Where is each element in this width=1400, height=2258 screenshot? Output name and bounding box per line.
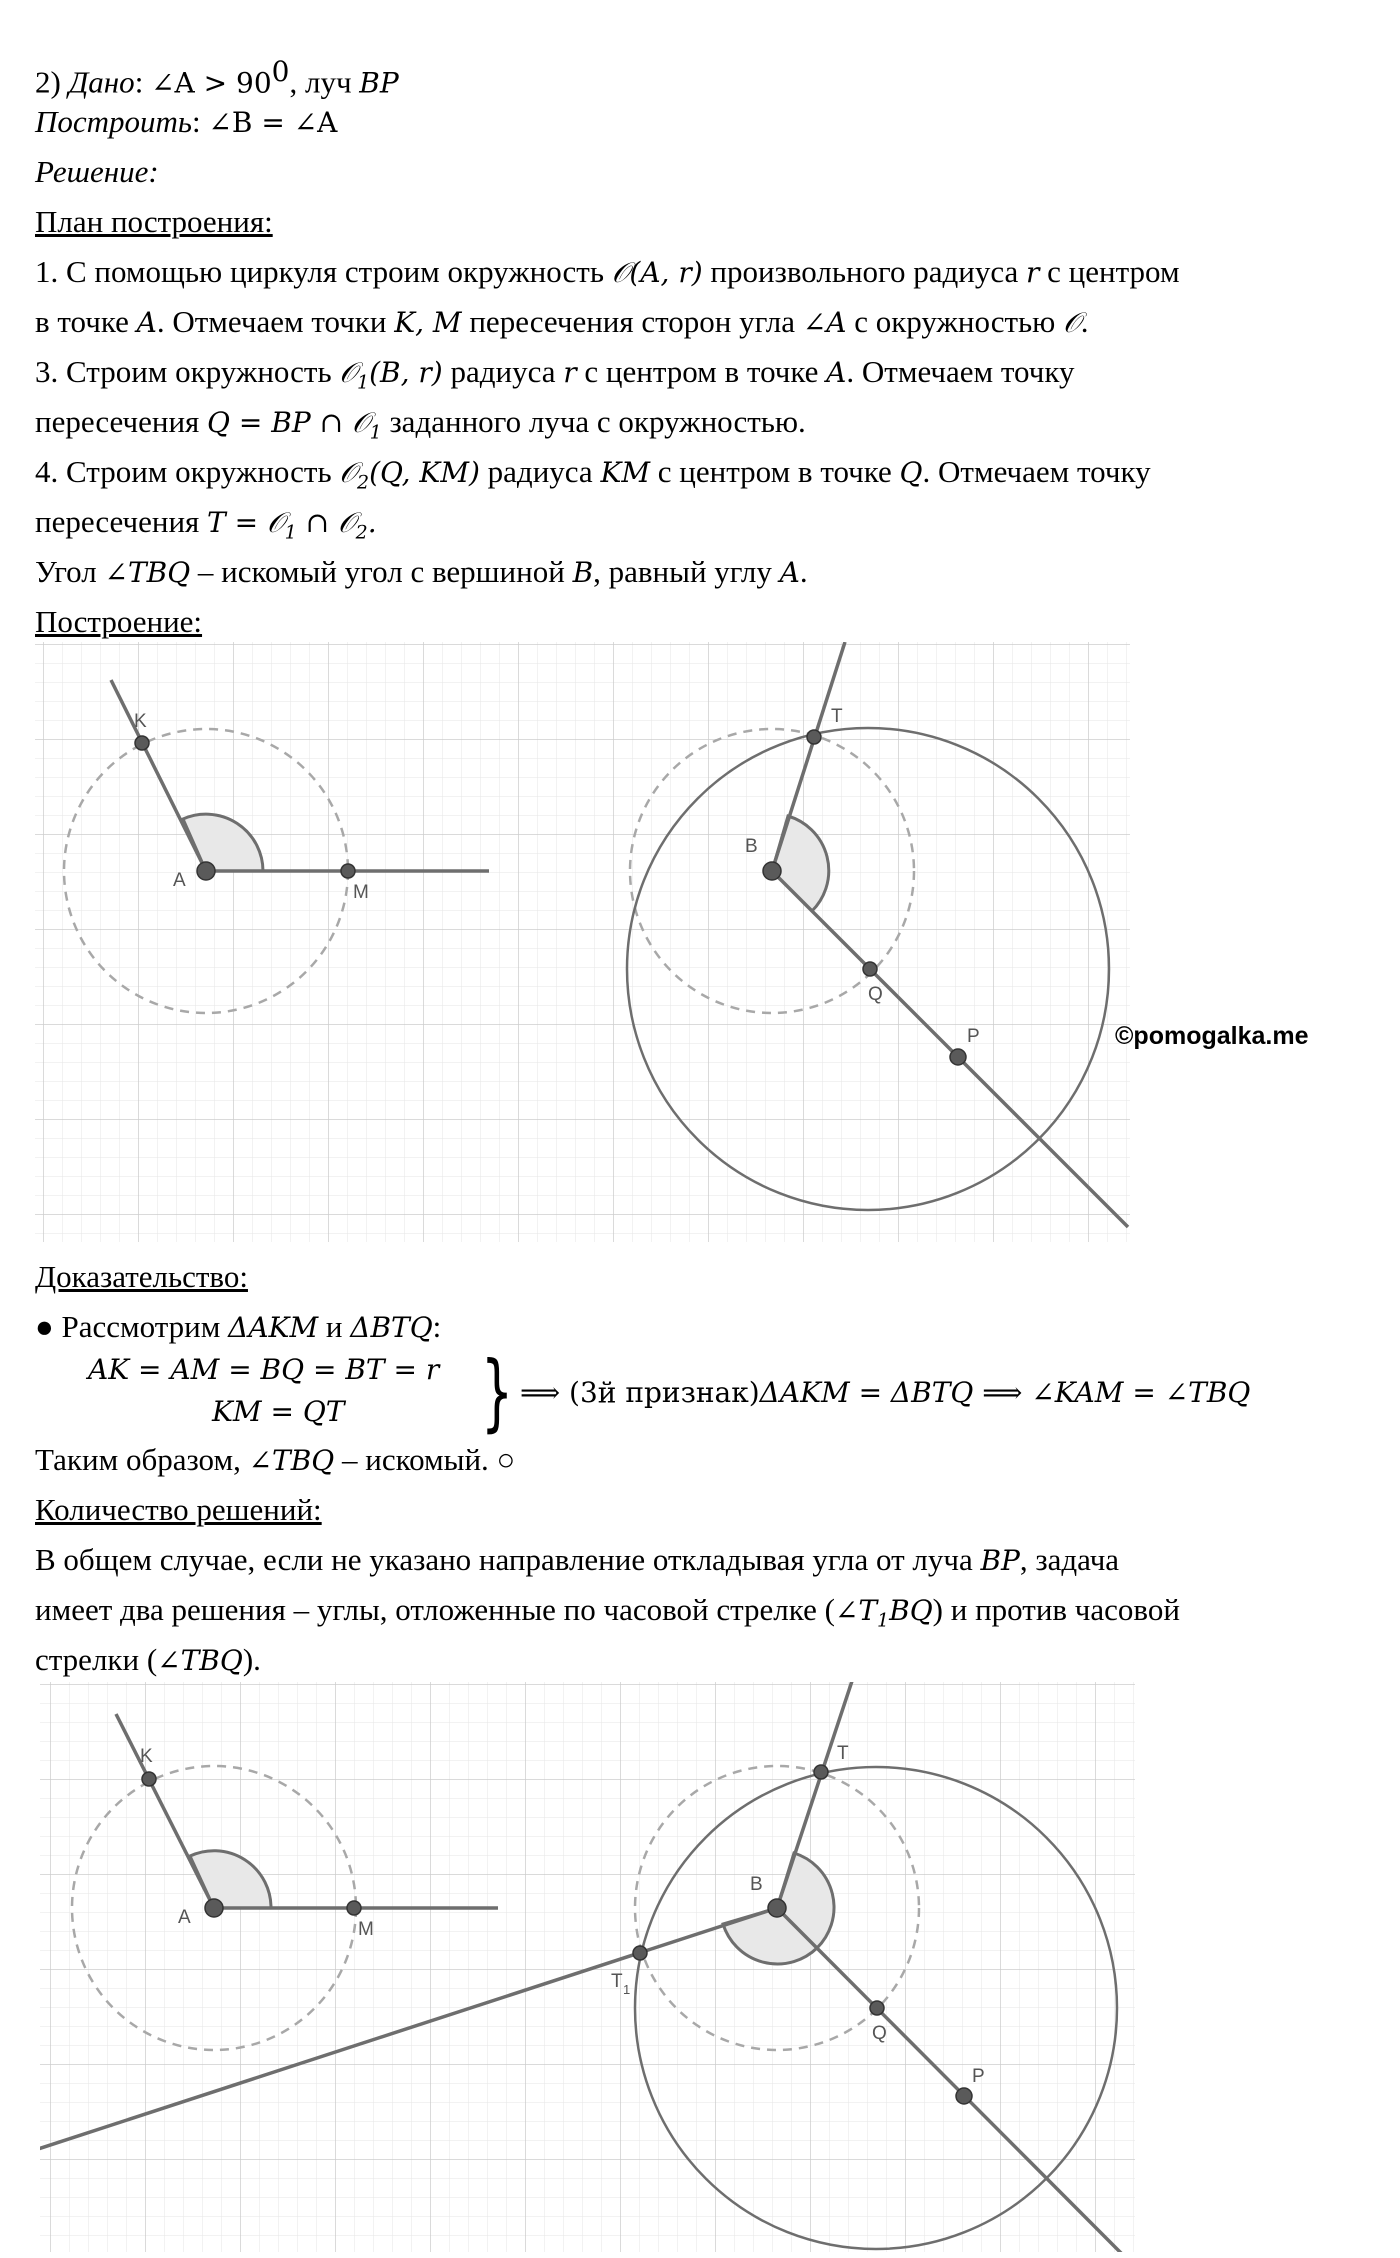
point-K-2 [142, 1772, 156, 1786]
count-line2-b: ) и против часовой [932, 1592, 1180, 1627]
step3-circle: 𝒪$_1$(B, r) [339, 356, 443, 394]
step1-text-b: произвольного радиуса [710, 254, 1019, 289]
count-line1 [35, 1540, 1119, 1581]
step3-text-c: с центром в точке [584, 354, 819, 389]
step4-text-c: с центром в точке [657, 454, 892, 489]
step3-text-f: заданного луча с окружностью. [389, 404, 806, 439]
plan-angle-line: Угол ∠TBQ – искомый угол с вершиной B, равный углу A. [35, 554, 808, 589]
angle-A: A [779, 556, 800, 589]
point-T-2 [814, 1765, 828, 1779]
count-line3-a: стрелки ( [35, 1642, 158, 1677]
step1-text-f: пересечения сторон угла [469, 304, 795, 339]
step4-circle-args: (Q, KM) [369, 456, 480, 489]
point-K [135, 736, 149, 750]
point-P [950, 1049, 966, 1065]
build-label: Построить [35, 104, 193, 139]
proof-triangle-1: ΔAKM [228, 1311, 319, 1344]
proof-result [35, 1440, 515, 1481]
plan-step1-line2: в точке A. Отмечаем точки K, M пересечения сторон угла ∠A с окружностью 𝒪. [35, 304, 1089, 339]
step1-circle: 𝒪(A, r) [611, 256, 703, 289]
proof-result-b: – искомый. ○ [342, 1442, 516, 1477]
given-label: Дано [68, 64, 135, 100]
step4-T: T = 𝒪 [207, 506, 285, 539]
step1-r: r [1026, 256, 1040, 289]
given-line: 2) Дано: ∠A > $90^0$, луч BP [35, 55, 399, 100]
build-math: ∠B = ∠A [208, 106, 338, 139]
angle-B: B [572, 556, 594, 589]
plan-step4-line1 [35, 452, 1151, 503]
proof-and: и [325, 1309, 343, 1344]
point-B [763, 862, 781, 880]
label-M-2: M [358, 1919, 374, 1940]
step4-Q: Q [899, 456, 923, 489]
count-line1-a: В общем случае, если не указано направление откладывая угла от луча [35, 1542, 973, 1577]
step3-Q-wrap: Q = BP ∩ 𝒪$_1$ [207, 406, 382, 444]
label-K-2: K [140, 1746, 153, 1767]
given-ray: BP [359, 66, 399, 100]
proof-title: Доказательство: [35, 1259, 248, 1294]
point-T [807, 730, 821, 744]
count-angle-BQ: BQ [889, 1594, 933, 1627]
step3-text-d: . Отмечаем точку [846, 354, 1075, 389]
count-angle-TBQ: ∠TBQ [157, 1644, 243, 1677]
solution-line: Решение: [35, 154, 159, 189]
point-M-2 [347, 1901, 361, 1915]
count-line2-a: имеет два решения – углы, отложенные по часовой стрелке ( [35, 1592, 835, 1627]
step1-O: 𝒪 [1063, 306, 1081, 339]
label-T: T [831, 706, 843, 727]
point-P-2 [956, 2088, 972, 2104]
step3-text-e: пересечения [35, 404, 200, 439]
step1-angle: ∠A [802, 306, 847, 339]
step4-text-a: 4. Строим окружность [35, 454, 332, 489]
point-A-2 [205, 1899, 223, 1917]
watermark: ©pomogalka.me [1115, 1022, 1309, 1050]
point-T1 [633, 1946, 647, 1960]
step3-circle-args: (B, r) [369, 356, 443, 389]
label-B: B [745, 836, 758, 857]
proof-consider-line: ● Рассмотрим ΔAKM и ΔBTQ: [35, 1309, 442, 1344]
given-tail: , луч [289, 64, 352, 100]
build-title: Построение: [35, 604, 203, 639]
given-degree: 0 [271, 55, 290, 88]
step1-text-a: 1. С помощью циркуля строим окружность [35, 254, 604, 289]
step4-text-d: . Отмечаем точку [922, 454, 1151, 489]
count-line3-b: ). [242, 1642, 261, 1677]
angle-text-a: Угол [35, 554, 97, 589]
label-M: M [353, 882, 369, 903]
label-B-2: B [750, 1874, 763, 1895]
proof-conclusion [520, 1372, 1250, 1413]
label-Q: Q [868, 984, 883, 1005]
label-P-2: P [972, 2066, 985, 2087]
point-Q-2 [870, 2001, 884, 2015]
construction-figure-1 [35, 642, 1130, 1242]
step1-A: A [136, 306, 157, 339]
point-M [341, 864, 355, 878]
step4-circle: 𝒪$_2$(Q, KM) [339, 456, 480, 494]
step1-text-d: в точке [35, 304, 129, 339]
proof-brace: } [481, 1343, 514, 1441]
count-line1-b: , задача [1019, 1542, 1120, 1577]
plan-step1-line1 [35, 252, 1180, 293]
proof-result-a: Таким образом, [35, 1442, 241, 1477]
plan-step4-line2 [35, 502, 377, 553]
count-title: Количество решений: [35, 1492, 322, 1527]
proof-triangle-2: ΔBTQ [350, 1311, 433, 1344]
step3-r: r [563, 356, 577, 389]
label-Q-2: Q [872, 2023, 887, 2044]
label-A-2: A [178, 1907, 191, 1928]
plan-step3-line2 [35, 402, 806, 453]
count-angle-sub: 1 [877, 1609, 890, 1632]
label-T-2: T [837, 1743, 849, 1764]
step3-text-b: радиуса [450, 354, 556, 389]
build-line: Построить: ∠B = ∠A [35, 104, 338, 139]
angle-TBQ: ∠TBQ [104, 556, 191, 589]
step1-text-g: с окружностью [854, 304, 1056, 339]
label-T1-sub: 1 [623, 1982, 631, 1997]
step4-cap: ∩ 𝒪 [296, 506, 356, 539]
given-math: ∠A > 90 [151, 66, 272, 100]
step3-Q: Q = BP ∩ 𝒪 [207, 406, 370, 439]
count-line3 [35, 1640, 261, 1681]
proof-conclusion-sign: ⟹ (3й признак) [520, 1376, 760, 1409]
count-line2 [35, 1590, 1180, 1641]
step4-text-e: пересечения [35, 504, 200, 539]
label-T1: T [611, 1971, 623, 1992]
step4-text-b: радиуса [487, 454, 593, 489]
proof-result-angle: ∠TBQ [248, 1444, 335, 1477]
label-P: P [967, 1026, 980, 1047]
proof-eq2: KM = QT [212, 1395, 345, 1428]
plan-step3-line1 [35, 352, 1074, 403]
grid-major [35, 642, 1130, 1242]
construction-figure-2 [40, 1682, 1135, 2252]
proof-consider: ● Рассмотрим [35, 1309, 221, 1344]
plan-title: План построения: [35, 204, 273, 239]
angle-text-c: , равный углу [593, 554, 772, 589]
step3-A: A [826, 356, 847, 389]
angle-text-b: – искомый угол с вершиной [197, 554, 565, 589]
solution-label: Решение [35, 154, 149, 189]
step3-text-a: 3. Строим окружность [35, 354, 332, 389]
point-Q [863, 962, 877, 976]
step1-text-c: с центром [1047, 254, 1180, 289]
proof-eq1: AK = AM = BQ = BT = r [88, 1353, 440, 1386]
proof-conclusion-eq: ΔAKM = ΔBTQ ⟹ ∠KAM = ∠TBQ [759, 1376, 1251, 1409]
step1-KM: K, M [394, 306, 462, 339]
step1-text-e: . Отмечаем точки [156, 304, 387, 339]
point-A [197, 862, 215, 880]
step4-T-wrap: T = 𝒪$_1$ ∩ 𝒪$_2$. [207, 506, 377, 544]
count-ray: BP [980, 1544, 1020, 1577]
count-angle-T: ∠T [834, 1594, 878, 1627]
point-B-2 [768, 1899, 786, 1917]
step4-KM: KM [600, 456, 651, 489]
label-K: K [134, 711, 147, 732]
label-A: A [173, 870, 186, 891]
count-angle-T1BQ [834, 1594, 933, 1632]
